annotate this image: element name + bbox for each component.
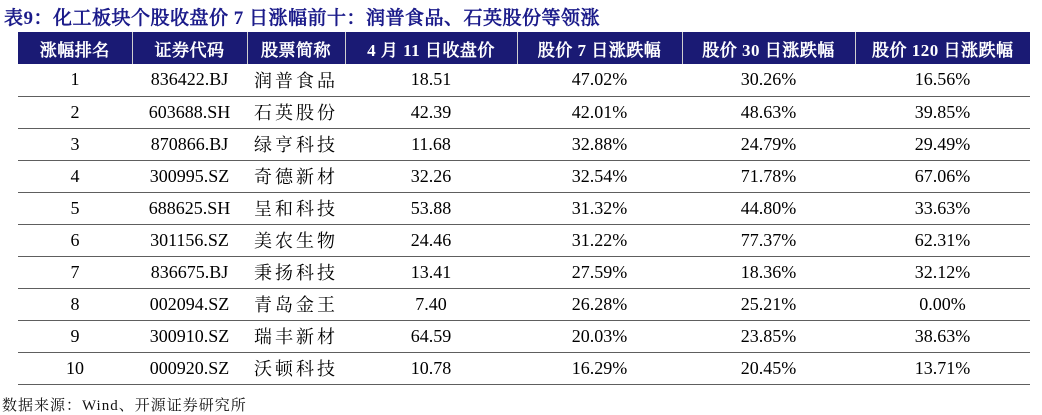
column-header-30d-change: 股价 30 日涨跌幅 bbox=[682, 32, 855, 64]
cell-30d-change: 77.37% bbox=[682, 224, 855, 256]
cell-120d-change: 16.56% bbox=[855, 64, 1030, 96]
cell-close-price: 11.68 bbox=[345, 128, 517, 160]
cell-120d-change: 33.63% bbox=[855, 192, 1030, 224]
cell-30d-change: 20.45% bbox=[682, 352, 855, 384]
cell-120d-change: 38.63% bbox=[855, 320, 1030, 352]
cell-stock-name: 沃顿科技 bbox=[247, 352, 345, 384]
column-header-stock-name: 股票简称 bbox=[247, 32, 345, 64]
cell-7d-change: 26.28% bbox=[517, 288, 682, 320]
cell-stock-name: 秉扬科技 bbox=[247, 256, 345, 288]
cell-7d-change: 42.01% bbox=[517, 96, 682, 128]
cell-close-price: 42.39 bbox=[345, 96, 517, 128]
cell-rank: 6 bbox=[18, 224, 132, 256]
cell-rank: 3 bbox=[18, 128, 132, 160]
cell-rank: 9 bbox=[18, 320, 132, 352]
cell-stock-name: 瑞丰新材 bbox=[247, 320, 345, 352]
cell-ticker: 300995.SZ bbox=[132, 160, 247, 192]
cell-close-price: 32.26 bbox=[345, 160, 517, 192]
table-row bbox=[18, 160, 1030, 192]
cell-30d-change: 44.80% bbox=[682, 192, 855, 224]
cell-ticker: 002094.SZ bbox=[132, 288, 247, 320]
cell-rank: 7 bbox=[18, 256, 132, 288]
cell-stock-name: 润普食品 bbox=[247, 64, 345, 96]
cell-ticker: 603688.SH bbox=[132, 96, 247, 128]
cell-rank: 10 bbox=[18, 352, 132, 384]
cell-ticker: 836422.BJ bbox=[132, 64, 247, 96]
cell-120d-change: 13.71% bbox=[855, 352, 1030, 384]
cell-rank: 2 bbox=[18, 96, 132, 128]
cell-ticker: 688625.SH bbox=[132, 192, 247, 224]
cell-7d-change: 31.32% bbox=[517, 192, 682, 224]
table-row bbox=[18, 320, 1030, 352]
cell-ticker: 301156.SZ bbox=[132, 224, 247, 256]
cell-7d-change: 32.88% bbox=[517, 128, 682, 160]
table-row bbox=[18, 96, 1030, 128]
cell-30d-change: 25.21% bbox=[682, 288, 855, 320]
table-row bbox=[18, 288, 1030, 320]
cell-30d-change: 30.26% bbox=[682, 64, 855, 96]
cell-120d-change: 29.49% bbox=[855, 128, 1030, 160]
cell-ticker: 300910.SZ bbox=[132, 320, 247, 352]
cell-stock-name: 呈和科技 bbox=[247, 192, 345, 224]
cell-30d-change: 23.85% bbox=[682, 320, 855, 352]
cell-30d-change: 24.79% bbox=[682, 128, 855, 160]
cell-stock-name: 美农生物 bbox=[247, 224, 345, 256]
cell-7d-change: 32.54% bbox=[517, 160, 682, 192]
column-header-rank: 涨幅排名 bbox=[18, 32, 132, 64]
table-row bbox=[18, 192, 1030, 224]
column-header-close-price: 4 月 11 日收盘价 bbox=[345, 32, 517, 64]
cell-ticker: 000920.SZ bbox=[132, 352, 247, 384]
cell-7d-change: 31.22% bbox=[517, 224, 682, 256]
cell-120d-change: 67.06% bbox=[855, 160, 1030, 192]
cell-120d-change: 0.00% bbox=[855, 288, 1030, 320]
cell-120d-change: 32.12% bbox=[855, 256, 1030, 288]
cell-30d-change: 18.36% bbox=[682, 256, 855, 288]
cell-7d-change: 16.29% bbox=[517, 352, 682, 384]
cell-rank: 4 bbox=[18, 160, 132, 192]
cell-30d-change: 71.78% bbox=[682, 160, 855, 192]
column-header-ticker: 证券代码 bbox=[132, 32, 247, 64]
cell-rank: 8 bbox=[18, 288, 132, 320]
cell-stock-name: 青岛金王 bbox=[247, 288, 345, 320]
table-row bbox=[18, 352, 1030, 384]
data-source-note: 数据来源：Wind、开源证券研究所 bbox=[2, 398, 247, 414]
table-row bbox=[18, 224, 1030, 256]
header-row bbox=[18, 32, 1030, 64]
cell-120d-change: 39.85% bbox=[855, 96, 1030, 128]
table-body bbox=[18, 64, 1030, 384]
cell-rank: 5 bbox=[18, 192, 132, 224]
cell-120d-change: 62.31% bbox=[855, 224, 1030, 256]
stock-gainers-table bbox=[18, 32, 1030, 385]
cell-close-price: 24.46 bbox=[345, 224, 517, 256]
column-header-7d-change: 股价 7 日涨跌幅 bbox=[517, 32, 682, 64]
cell-close-price: 13.41 bbox=[345, 256, 517, 288]
cell-7d-change: 20.03% bbox=[517, 320, 682, 352]
cell-7d-change: 47.02% bbox=[517, 64, 682, 96]
table-header bbox=[18, 32, 1030, 64]
cell-stock-name: 奇德新材 bbox=[247, 160, 345, 192]
table-row bbox=[18, 128, 1030, 160]
cell-close-price: 64.59 bbox=[345, 320, 517, 352]
cell-stock-name: 石英股份 bbox=[247, 96, 345, 128]
cell-30d-change: 48.63% bbox=[682, 96, 855, 128]
table-row bbox=[18, 64, 1030, 96]
table-title: 表9：化工板块个股收盘价 7 日涨幅前十：润普食品、石英股份等领涨 bbox=[4, 8, 601, 29]
cell-close-price: 53.88 bbox=[345, 192, 517, 224]
cell-rank: 1 bbox=[18, 64, 132, 96]
cell-ticker: 870866.BJ bbox=[132, 128, 247, 160]
cell-stock-name: 绿亨科技 bbox=[247, 128, 345, 160]
cell-close-price: 18.51 bbox=[345, 64, 517, 96]
column-header-120d-change: 股价 120 日涨跌幅 bbox=[855, 32, 1030, 64]
table-row bbox=[18, 256, 1030, 288]
cell-ticker: 836675.BJ bbox=[132, 256, 247, 288]
cell-close-price: 7.40 bbox=[345, 288, 517, 320]
cell-7d-change: 27.59% bbox=[517, 256, 682, 288]
cell-close-price: 10.78 bbox=[345, 352, 517, 384]
